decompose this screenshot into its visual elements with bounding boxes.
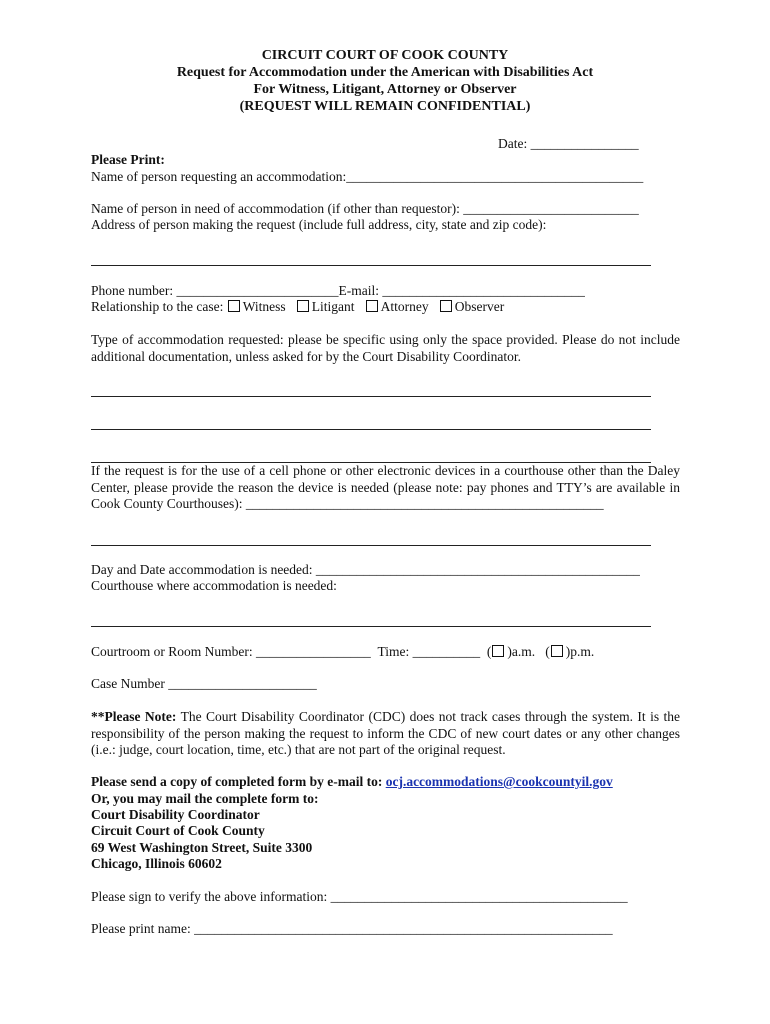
address-label: Address of person making the request (include full address, city, state and zip code): [91,217,547,232]
name-requesting-label: Name of person requesting an accommodation: [91,169,347,184]
day-date-label: Day and Date accommodation is needed: [91,562,313,577]
time-blank[interactable]: __________ [412,644,481,659]
date-blank[interactable]: ________________ [530,136,639,151]
print-name-field[interactable] [91,921,613,937]
name-in-need-blank[interactable]: __________________________ [463,201,639,216]
name-requesting-field[interactable] [91,169,643,185]
date-label: Date: [498,136,528,151]
please-note-heading: **Please Note: [91,709,177,724]
send-email-row [91,774,613,790]
pm-label: p.m. [570,644,595,659]
am-checkbox[interactable] [492,645,504,657]
email-label: E-mail: [338,283,379,298]
relationship-row [91,299,504,315]
courtroom-label: Courtroom or Room Number: [91,644,253,659]
form-header [0,47,770,115]
print-name-blank[interactable]: ______________________________________________________________ [194,921,613,936]
observer-option-label: Observer [454,299,505,314]
am-label: a.m. [511,644,536,659]
header-line-4: (REQUEST WILL REMAIN CONFIDENTIAL) [239,99,531,114]
device-paragraph [91,463,680,513]
litigant-option-label: Litigant [311,299,355,314]
device-line[interactable] [91,545,651,546]
please-print-heading: Please Print: [91,152,165,167]
mail-address-line-2: Circuit Court of Cook County [91,823,265,838]
attorney-checkbox[interactable] [366,300,378,312]
phone-label: Phone number: [91,283,174,298]
relationship-label: Relationship to the case: [91,299,224,314]
name-requesting-blank[interactable]: ____________________________________________ [346,169,644,184]
attorney-option-label: Attorney [380,299,429,314]
name-in-need-label: Name of person in need of accommodation (if other than requestor): [91,201,460,216]
day-date-blank[interactable]: ________________________________________________ [315,562,640,577]
accommodation-line-1[interactable] [91,396,651,397]
mail-instruction: Or, you may mail the complete form to: [91,791,319,806]
courthouse-label: Courthouse where accommodation is needed: [91,578,337,593]
case-number-label: Case Number [91,676,165,691]
please-note-text: The Court Disability Coordinator (CDC) does not track cases through the system. It is the responsibility of the person making the request to inform the CDC of new court dates or any other changes (i.e.: judge, court location, time, etc.) that are not part of the original request. [91,709,680,757]
header-line-2: Request for Accommodation under the American with Disabilities Act [176,65,594,80]
signature-field[interactable] [91,889,628,905]
courtroom-blank[interactable]: _________________ [256,644,371,659]
accommodation-type-instructions: Type of accommodation requested: please be specific using only the space provided. Please do not include additional documentation, unless asked for by the Court Disability Coordinator. [91,332,680,364]
device-text: If the request is for the use of a cell phone or other electronic devices in a courthouse other than the Daley Center, please provide the reason the device is needed (please note: pay phones and TTY’s are available in Cook County Courthouses): [91,463,680,511]
courthouse-line[interactable] [91,626,651,627]
signature-label: Please sign to verify the above information: [91,889,328,904]
name-in-need-field[interactable] [91,201,639,217]
case-number-blank[interactable]: ______________________ [168,676,317,691]
mail-address-line-4: Chicago, Illinois 60602 [91,856,222,871]
signature-blank[interactable]: ____________________________________________ [330,889,628,904]
print-name-label: Please print name: [91,921,191,936]
mail-address-line-3: 69 West Washington Street, Suite 3300 [91,840,313,855]
please-note-paragraph [91,709,680,759]
courtroom-time-row: Courtroom or Room Number: _________________ Time: __________ ( )a.m. ( )p.m. [91,644,595,659]
mail-address-line-1: Court Disability Coordinator [91,807,260,822]
header-line-3: For Witness, Litigant, Attorney or Observer [253,82,517,97]
pm-checkbox[interactable] [551,645,563,657]
accommodation-line-2[interactable] [91,429,651,430]
case-number-field[interactable] [91,676,317,692]
send-email-label: Please send a copy of completed form by e-mail to: [91,774,383,789]
date-field[interactable] [498,136,639,152]
litigant-checkbox[interactable] [297,300,309,312]
witness-checkbox[interactable] [228,300,240,312]
accommodations-email-link[interactable]: ocj.accommodations@cookcountyil.gov [385,774,613,789]
device-blank[interactable]: _____________________________________________________ [245,496,604,511]
email-blank[interactable]: ______________________________ [382,283,585,298]
phone-email-row[interactable] [91,283,585,299]
day-date-field[interactable] [91,562,640,578]
time-label: Time: [377,644,410,659]
phone-blank[interactable]: ________________________ [176,283,339,298]
witness-option-label: Witness [242,299,286,314]
observer-checkbox[interactable] [440,300,452,312]
header-line-1: CIRCUIT COURT OF COOK COUNTY [261,48,509,63]
address-line[interactable] [91,265,651,266]
